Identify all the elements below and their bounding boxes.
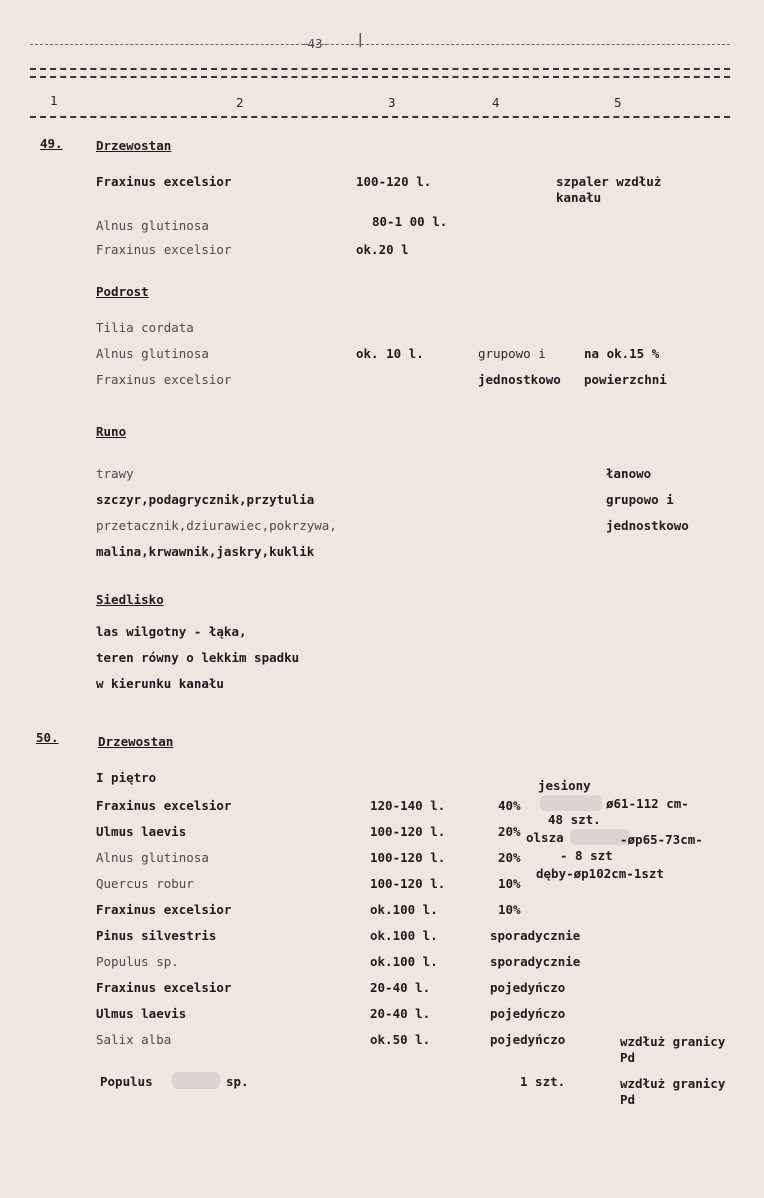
cover-value: na ok.15 %: [584, 346, 660, 361]
age-value: 20-40 l.: [370, 1006, 431, 1021]
runo-line: malina,krwawnik,jaskry,kuklik: [96, 544, 315, 559]
species-name: Alnus glutinosa: [96, 346, 209, 361]
note-text: Pd: [620, 1092, 636, 1107]
age-value: 100-120 l.: [370, 824, 446, 839]
count-value: 1 szt.: [520, 1074, 566, 1089]
side-note: olsza: [526, 830, 564, 845]
entry-number: 50.: [36, 730, 59, 745]
share-value: 20%: [498, 824, 521, 839]
page-number: -43-: [300, 36, 331, 51]
section-heading: Siedlisko: [96, 592, 164, 607]
mix-type: jednostkowo: [478, 372, 561, 387]
share-value: pojedyńczo: [490, 980, 566, 995]
section-heading: Podrost: [96, 284, 149, 299]
abundance-value: jednostkowo: [606, 518, 689, 533]
age-value: 100-120 l.: [370, 850, 446, 865]
column-number: 5: [614, 95, 622, 110]
header-rule-3: [30, 116, 730, 118]
share-value: pojedyńczo: [490, 1006, 566, 1021]
species-name: Populus: [100, 1074, 153, 1089]
runo-line: trawy: [96, 466, 134, 481]
note-text: Pd: [620, 1050, 636, 1065]
age-value: ok.100 l.: [370, 954, 438, 969]
section-heading: Drzewostan: [96, 138, 172, 153]
side-note: - 8 szt: [560, 848, 613, 863]
share-value: sporadycznie: [490, 928, 581, 943]
species-name: Fraxinus excelsior: [96, 902, 232, 917]
side-note: 48 szt.: [548, 812, 601, 827]
species-name: Fraxinus excelsior: [96, 174, 232, 189]
age-value: 80-1 00 l.: [372, 214, 448, 229]
species-name: Fraxinus excelsior: [96, 980, 232, 995]
siedlisko-line: w kierunku kanału: [96, 676, 224, 691]
note-text: wzdłuż granicy: [620, 1076, 726, 1091]
section-heading: Runo: [96, 424, 127, 439]
section-heading: Drzewostan: [98, 734, 174, 749]
runo-line: przetacznik,dziurawiec,pokrzywa,: [96, 518, 337, 533]
species-name: Fraxinus excelsior: [96, 798, 232, 813]
side-note: jesiony: [538, 778, 591, 793]
species-name: Fraxinus excelsior: [96, 372, 232, 387]
column-number: 2: [236, 95, 244, 110]
share-value: pojedyńczo: [490, 1032, 566, 1047]
redaction-mark: [172, 1072, 220, 1089]
header-rule-2: [30, 76, 730, 78]
side-note: dęby-øp102cm-1szt: [536, 866, 664, 881]
species-name: Ulmus laevis: [96, 824, 187, 839]
header-rule-top: [30, 44, 730, 45]
column-number: 4: [492, 95, 500, 110]
column-number: 1: [50, 93, 58, 108]
side-note: -øp65-73cm-: [620, 832, 703, 847]
age-value: ok.20 l: [356, 242, 409, 257]
side-note: ø61-112 cm-: [606, 796, 689, 811]
share-value: 10%: [498, 902, 521, 917]
species-name: sp.: [226, 1074, 249, 1089]
siedlisko-line: las wilgotny - łąka,: [96, 624, 247, 639]
header-rule-1: [30, 68, 730, 70]
species-name: Alnus glutinosa: [96, 850, 209, 865]
species-name: Pinus silvestris: [96, 928, 217, 943]
age-value: 20-40 l.: [370, 980, 431, 995]
mix-type: grupowo i: [478, 346, 546, 361]
tier-label: I piętro: [96, 770, 157, 785]
age-value: ok.50 l.: [370, 1032, 431, 1047]
share-value: 10%: [498, 876, 521, 891]
age-value: ok. 10 l.: [356, 346, 424, 361]
species-name: Populus sp.: [96, 954, 179, 969]
runo-line: szczyr,podagrycznik,przytulia: [96, 492, 315, 507]
species-name: Tilia cordata: [96, 320, 194, 335]
age-value: ok.100 l.: [370, 902, 438, 917]
species-name: Salix alba: [96, 1032, 172, 1047]
siedlisko-line: teren równy o lekkim spadku: [96, 650, 300, 665]
note-text: wzdłuż granicy: [620, 1034, 726, 1049]
note-text: szpaler wzdłuż: [556, 174, 662, 189]
note-text: kanału: [556, 190, 602, 205]
age-value: 100-120 l.: [370, 876, 446, 891]
cover-value: powierzchni: [584, 372, 667, 387]
share-value: 20%: [498, 850, 521, 865]
abundance-value: grupowo i: [606, 492, 674, 507]
entry-number: 49.: [40, 136, 63, 151]
species-name: Alnus glutinosa: [96, 218, 209, 233]
species-name: Quercus robur: [96, 876, 194, 891]
redaction-mark: [540, 795, 602, 811]
pen-mark: |: [356, 32, 365, 48]
share-value: 40%: [498, 798, 521, 813]
abundance-value: łanowo: [606, 466, 652, 481]
column-number: 3: [388, 95, 396, 110]
age-value: ok.100 l.: [370, 928, 438, 943]
age-value: 100-120 l.: [356, 174, 432, 189]
share-value: sporadycznie: [490, 954, 581, 969]
age-value: 120-140 l.: [370, 798, 446, 813]
species-name: Ulmus laevis: [96, 1006, 187, 1021]
species-name: Fraxinus excelsior: [96, 242, 232, 257]
